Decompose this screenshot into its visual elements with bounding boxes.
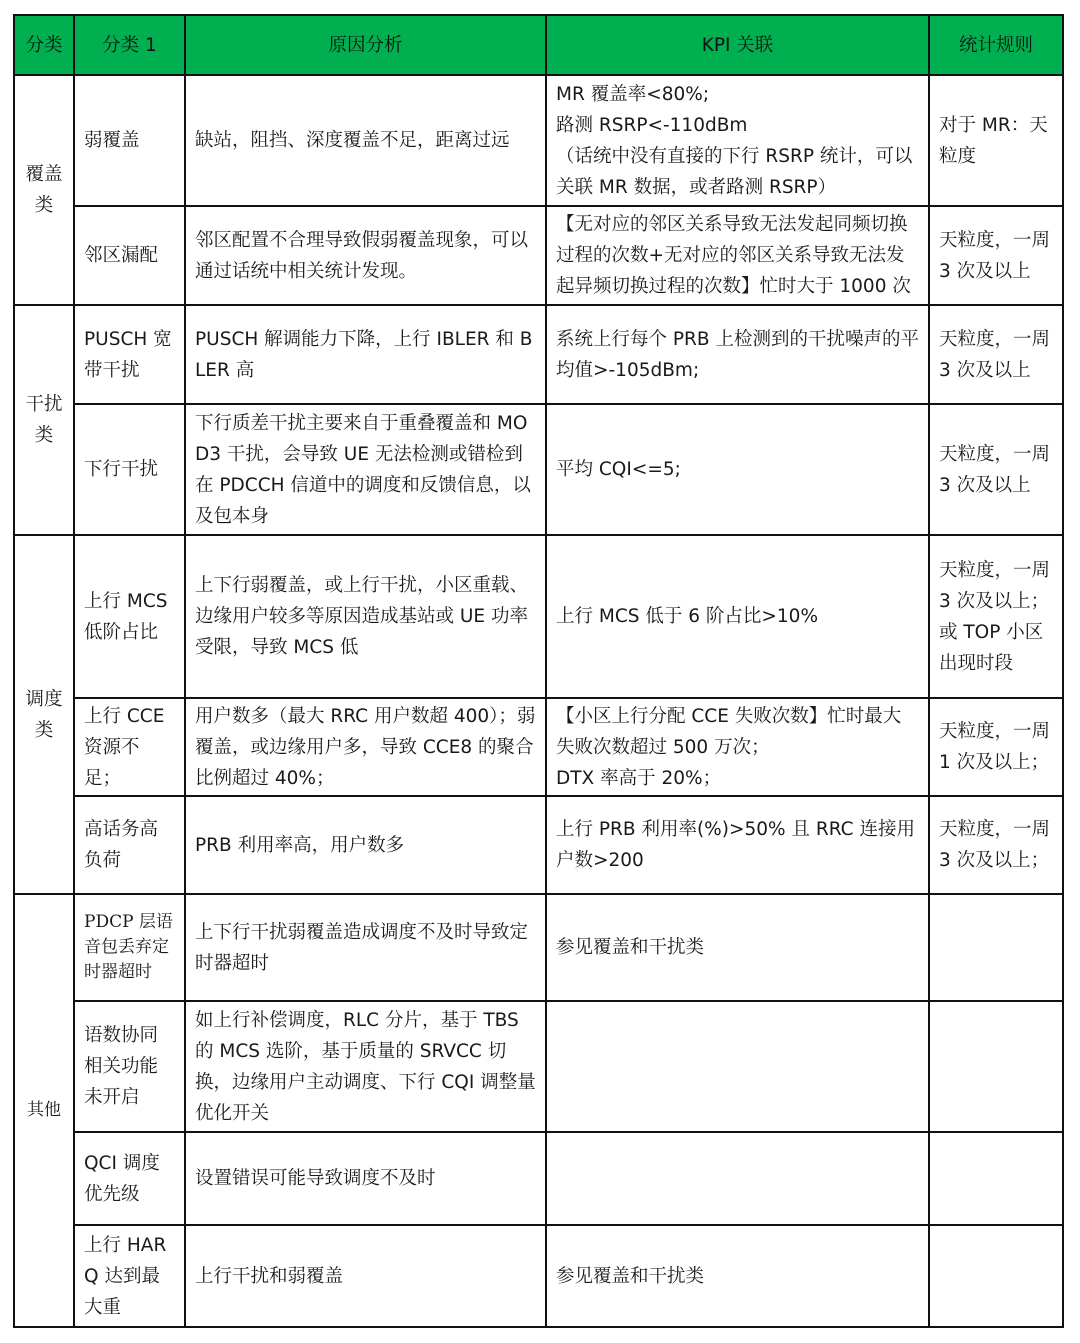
header-category: 分类 [14, 15, 74, 75]
rule-cell: 天粒度，一周 3 次及以上 [929, 206, 1063, 305]
reason-cell: PRB 利用率高，用户数多 [185, 796, 546, 894]
kpi-cell: 平均 CQI<=5; [546, 404, 929, 535]
header-stat-rule: 统计规则 [929, 15, 1063, 75]
rule-cell: 天粒度，一周 3 次及以上；或 TOP 小区出现时段 [929, 535, 1063, 698]
header-row [14, 15, 1063, 75]
group-scheduling: 调度 类 [14, 535, 74, 894]
kpi-cell: 【小区上行分配 CCE 失败次数】忙时最大失败次数超过 500 万次； DTX 率高于 20%； [546, 698, 929, 796]
subcategory-cell: 语数协同相关功能未开启 [74, 1001, 185, 1132]
table-row [14, 305, 1063, 404]
header-subcategory: 分类 1 [74, 15, 185, 75]
header-kpi-link: KPI 关联 [546, 15, 929, 75]
kpi-cell [546, 1132, 929, 1225]
rule-cell [929, 1132, 1063, 1225]
group-other: 其他 [14, 894, 74, 1327]
reason-cell: PUSCH 解调能力下降，上行 IBLER 和 BLER 高 [185, 305, 546, 404]
table-row [14, 1225, 1063, 1327]
rule-cell: 对于 MR：天粒度 [929, 75, 1063, 206]
table-row [14, 698, 1063, 796]
rule-cell [929, 1001, 1063, 1132]
table-row [14, 894, 1063, 1001]
table-row [14, 1001, 1063, 1132]
subcategory-cell: 下行干扰 [74, 404, 185, 535]
rule-cell: 天粒度，一周 3 次及以上 [929, 404, 1063, 535]
table-row [14, 1132, 1063, 1225]
table-row [14, 796, 1063, 894]
kpi-cell: 参见覆盖和干扰类 [546, 894, 929, 1001]
kpi-cell: 参见覆盖和干扰类 [546, 1225, 929, 1327]
rule-cell [929, 894, 1063, 1001]
rule-cell: 天粒度，一周 3 次及以上； [929, 796, 1063, 894]
reason-cell: 上下行弱覆盖，或上行干扰，小区重载、边缘用户较多等原因造成基站或 UE 功率受限，导致 MCS 低 [185, 535, 546, 698]
rule-cell [929, 1225, 1063, 1327]
kpi-cell [546, 1001, 929, 1132]
rule-cell: 天粒度，一周 3 次及以上 [929, 305, 1063, 404]
subcategory-cell: 上行 MCS 低阶占比 [74, 535, 185, 698]
kpi-cell: 系统上行每个 PRB 上检测到的干扰噪声的平均值>-105dBm; [546, 305, 929, 404]
reason-cell: 上下行干扰弱覆盖造成调度不及时导致定时器超时 [185, 894, 546, 1001]
subcategory-cell: 上行 HARQ 达到最大重 [74, 1225, 185, 1327]
table-row [14, 404, 1063, 535]
header-reason-analysis: 原因分析 [185, 15, 546, 75]
kpi-analysis-table-wrap [13, 14, 1062, 1328]
group-coverage: 覆盖 类 [14, 75, 74, 305]
subcategory-cell: 上行 CCE 资源不足； [74, 698, 185, 796]
kpi-cell: 【无对应的邻区关系导致无法发起同频切换过程的次数+无对应的邻区关系导致无法发起异频切换过程的次数】忙时大于 1000 次 [546, 206, 929, 305]
table-row [14, 75, 1063, 206]
subcategory-cell: 高话务高负荷 [74, 796, 185, 894]
reason-cell: 如上行补偿调度，RLC 分片，基于 TBS 的 MCS 选阶，基于质量的 SRVCC 切换，边缘用户主动调度、下行 CQI 调整量优化开关 [185, 1001, 546, 1132]
reason-cell: 邻区配置不合理导致假弱覆盖现象，可以通过话统中相关统计发现。 [185, 206, 546, 305]
subcategory-cell: 邻区漏配 [74, 206, 185, 305]
reason-cell: 设置错误可能导致调度不及时 [185, 1132, 546, 1225]
subcategory-cell: QCI 调度优先级 [74, 1132, 185, 1225]
kpi-cell: 上行 PRB 利用率(%)>50% 且 RRC 连接用户数>200 [546, 796, 929, 894]
reason-cell: 下行质差干扰主要来自于重叠覆盖和 MOD3 干扰，会导致 UE 无法检测或错检到在 PDCCH 信道中的调度和反馈信息，以及包本身 [185, 404, 546, 535]
subcategory-cell: 弱覆盖 [74, 75, 185, 206]
subcategory-cell: PUSCH 宽带干扰 [74, 305, 185, 404]
table-row [14, 206, 1063, 305]
group-interference: 干扰 类 [14, 305, 74, 535]
reason-cell: 上行干扰和弱覆盖 [185, 1225, 546, 1327]
table-row [14, 535, 1063, 698]
reason-cell: 用户数多（最大 RRC 用户数超 400）；弱覆盖，或边缘用户多，导致 CCE8 的聚合比例超过 40%； [185, 698, 546, 796]
kpi-analysis-table [13, 14, 1064, 1328]
subcategory-cell: PDCP 层语音包丢弃定时器超时 [74, 894, 185, 1001]
kpi-cell: 上行 MCS 低于 6 阶占比>10% [546, 535, 929, 698]
kpi-cell: MR 覆盖率<80%; 路测 RSRP<-110dBm （话统中没有直接的下行 RSRP 统计，可以关联 MR 数据，或者路测 RSRP） [546, 75, 929, 206]
rule-cell: 天粒度，一周 1 次及以上； [929, 698, 1063, 796]
reason-cell: 缺站，阻挡、深度覆盖不足，距离过远 [185, 75, 546, 206]
